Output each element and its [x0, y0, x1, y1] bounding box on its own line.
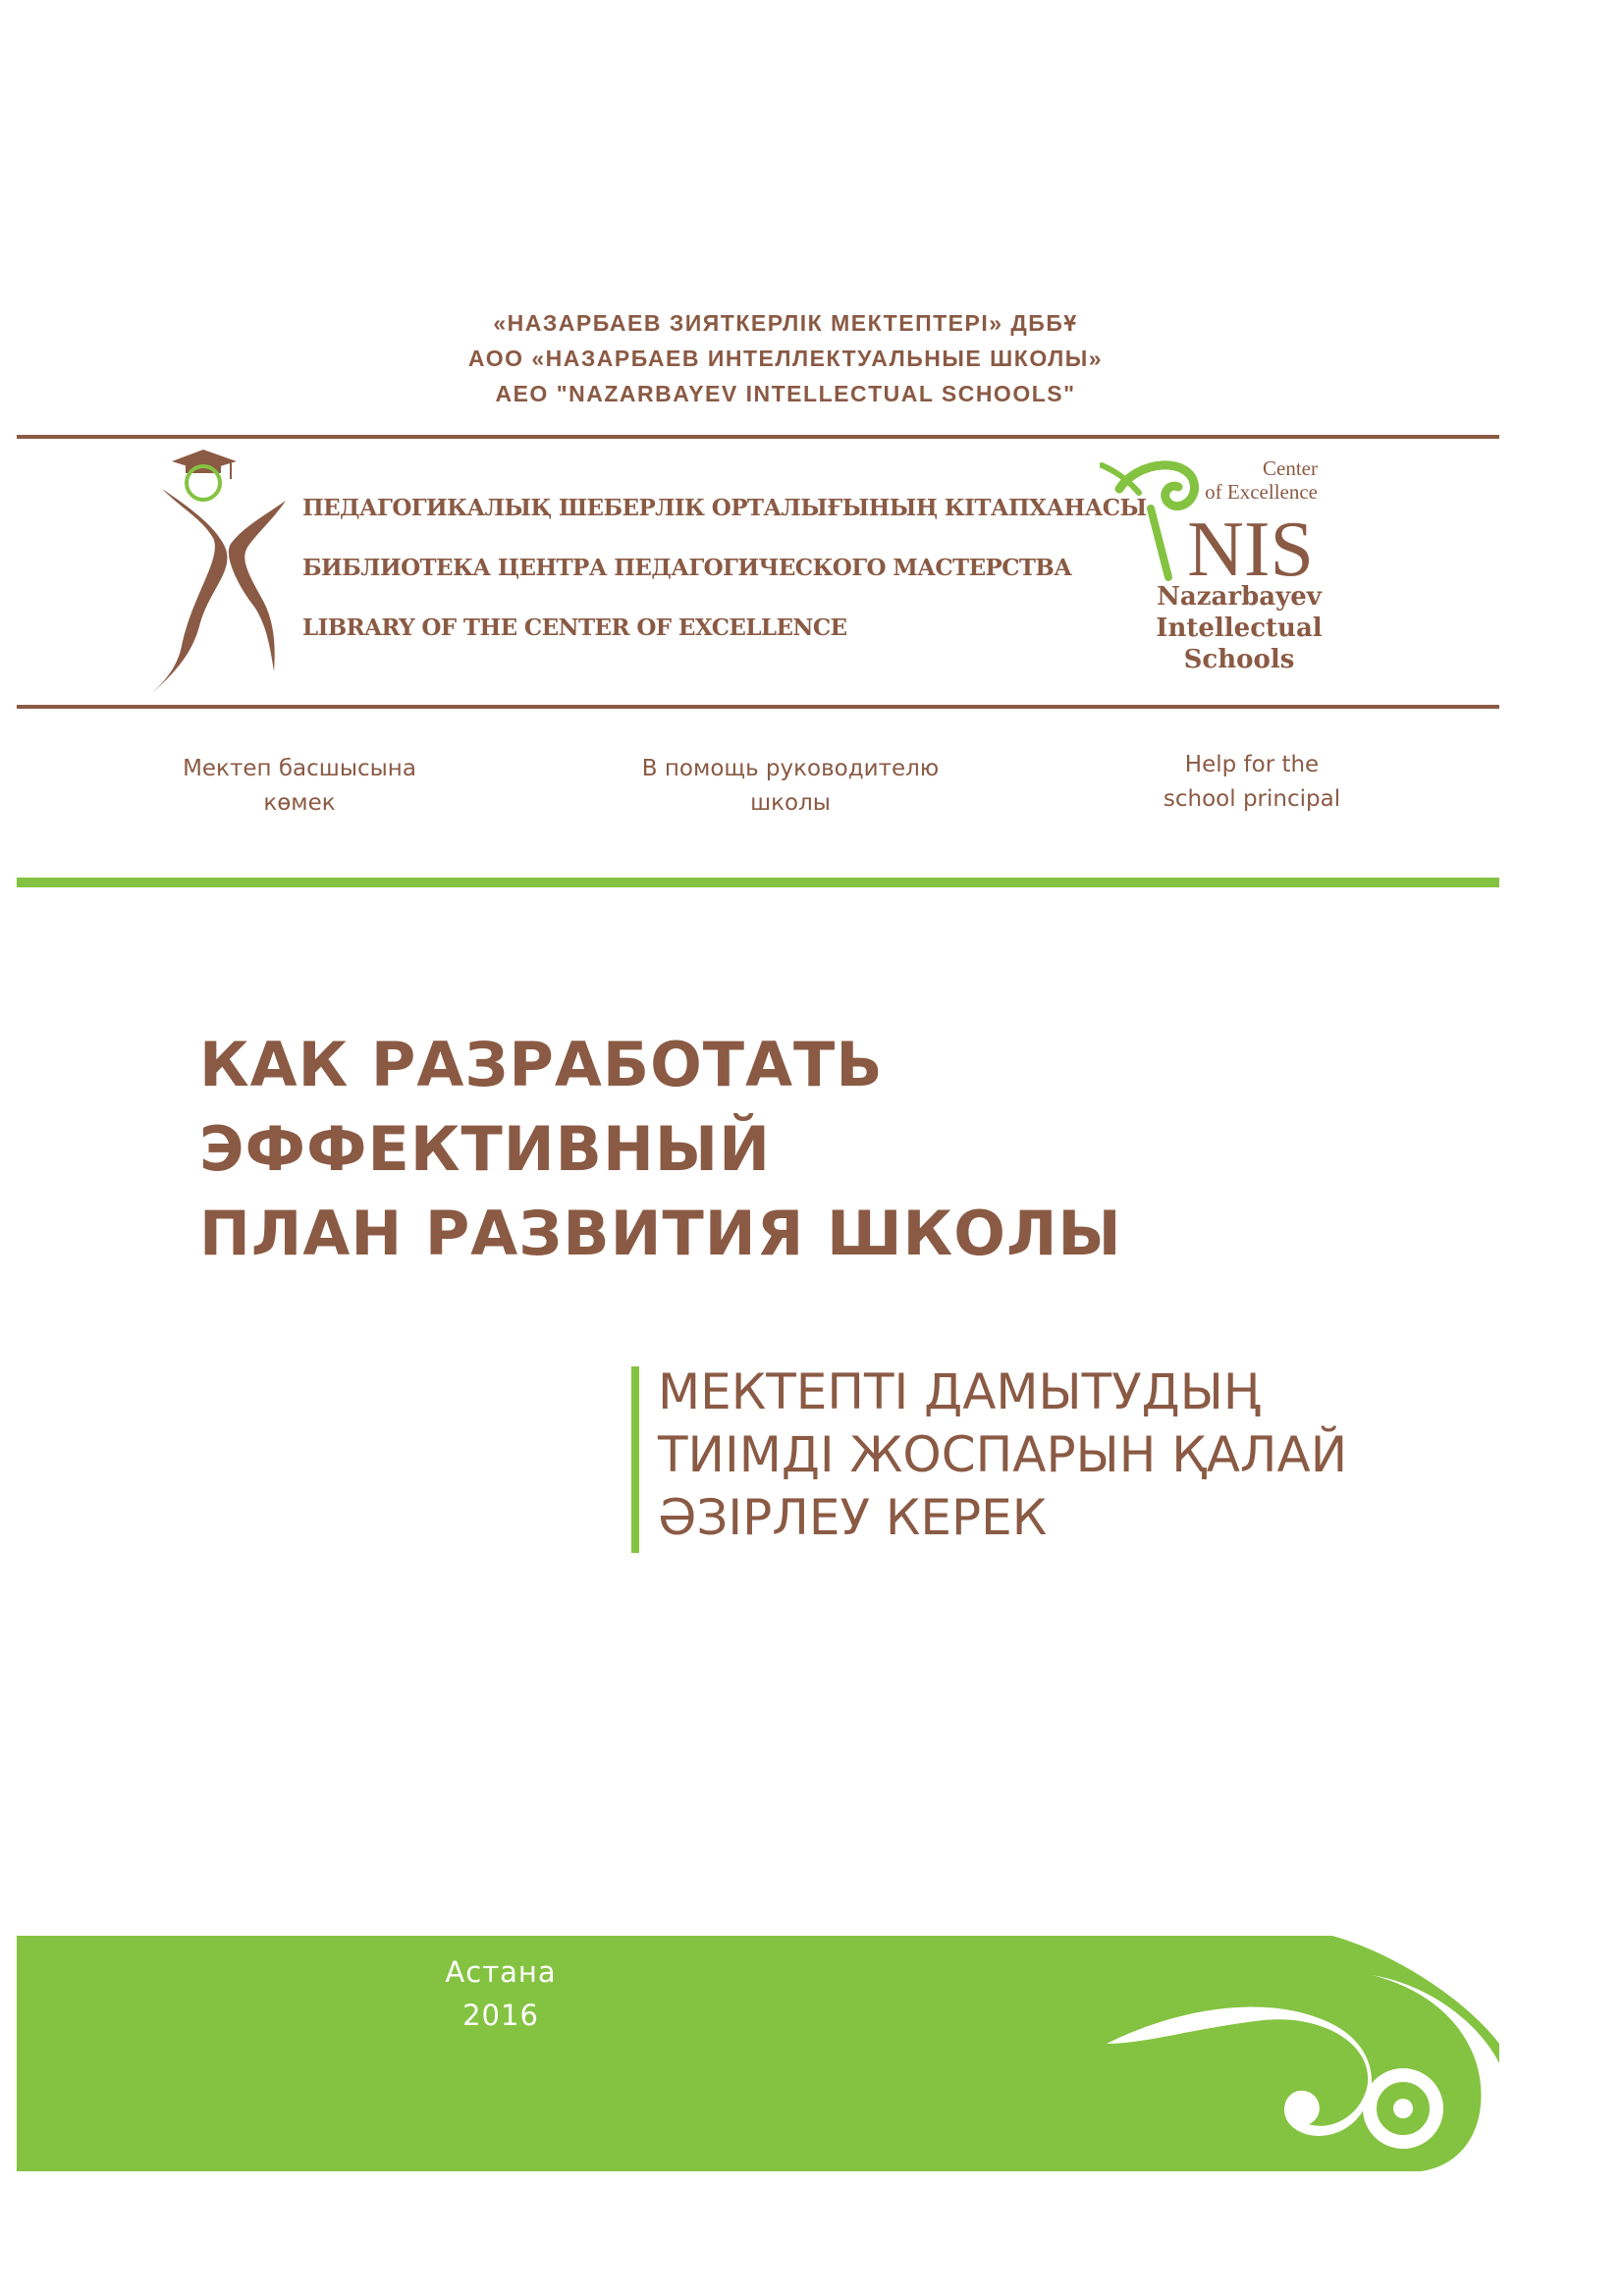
series-label-kz-line-1: Мектеп басшысына: [183, 756, 416, 781]
nis-logo-name-3: Schools: [1183, 645, 1295, 674]
series-label-en-line-2: school principal: [1163, 786, 1341, 812]
spiral-ornament-icon: [1077, 1936, 1499, 2171]
nis-logo-center: Center: [1263, 456, 1318, 480]
series-label-kz: [152, 752, 447, 821]
series-label-kz-line-2: көмек: [263, 790, 336, 816]
title-kz-line-2: ТИІМДІ ЖОСПАРЫН ҚАЛАЙ: [658, 1426, 1348, 1483]
kz-title-accent-bar: [631, 1366, 639, 1553]
green-divider: [17, 878, 1499, 887]
series-label-en: [1129, 748, 1375, 817]
organization-line-ru: АОО «НАЗАРБАЕВ ИНТЕЛЛЕКТУАЛЬНЫЕ ШКОЛЫ»: [467, 346, 1104, 371]
footer-city: Астана: [445, 1955, 557, 1989]
series-label-ru-line-2: школы: [750, 790, 831, 816]
library-title-kz: ПЕДАГОГИКАЛЫҚ ШЕБЕРЛІК ОРТАЛЫҒЫНЫҢ КІТАПХАНАСЫ: [302, 495, 1147, 521]
footer-band: [17, 1936, 1499, 2171]
title-ru-line-3: ПЛАН РАЗВИТИЯ ШКОЛЫ: [199, 1198, 1122, 1269]
title-kz-line-3: ӘЗІРЛЕУ КЕРЕК: [658, 1489, 1048, 1546]
title-ru-line-1: КАК РАЗРАБОТАТЬ: [199, 1029, 884, 1100]
title-ru-line-2: ЭФФЕКТИВНЫЙ: [199, 1113, 771, 1185]
nis-logo: [1100, 450, 1335, 675]
top-divider: [17, 435, 1499, 439]
title-kz-line-1: МЕКТЕПТІ ДАМЫТУДЫҢ: [658, 1363, 1261, 1420]
nis-logo-name-1: Nazarbayev: [1157, 582, 1322, 612]
series-label-ru-line-1: В помощь руководителю: [641, 756, 940, 781]
organization-line-kz: «НАЗАРБАЕВ ЗИЯТКЕРЛІК МЕКТЕПТЕРІ» ДББҰ: [493, 310, 1078, 336]
nis-logo-name-2: Intellectual: [1156, 614, 1323, 643]
center-of-excellence-logo-icon: [152, 450, 290, 695]
library-title-ru: БИБЛИОТЕКА ЦЕНТРА ПЕДАГОГИЧЕСКОГО МАСТЕРСТВА: [302, 555, 1072, 581]
nis-logo-acronym: NIS: [1187, 507, 1314, 593]
nis-logo-of-excellence: of Excellence: [1205, 480, 1318, 504]
library-title-en: LIBRARY OF THE CENTER OF EXCELLENCE: [302, 614, 847, 641]
series-label-ru: [609, 752, 972, 821]
middle-divider: [17, 705, 1499, 709]
series-label-en-line-1: Help for the: [1184, 752, 1320, 777]
organization-line-en: AEO "NAZARBAYEV INTELLECTUAL SCHOOLS": [495, 381, 1076, 406]
title-ru: [199, 1023, 1122, 1276]
title-kz: [658, 1361, 1347, 1549]
footer-year: 2016: [462, 1999, 539, 2032]
